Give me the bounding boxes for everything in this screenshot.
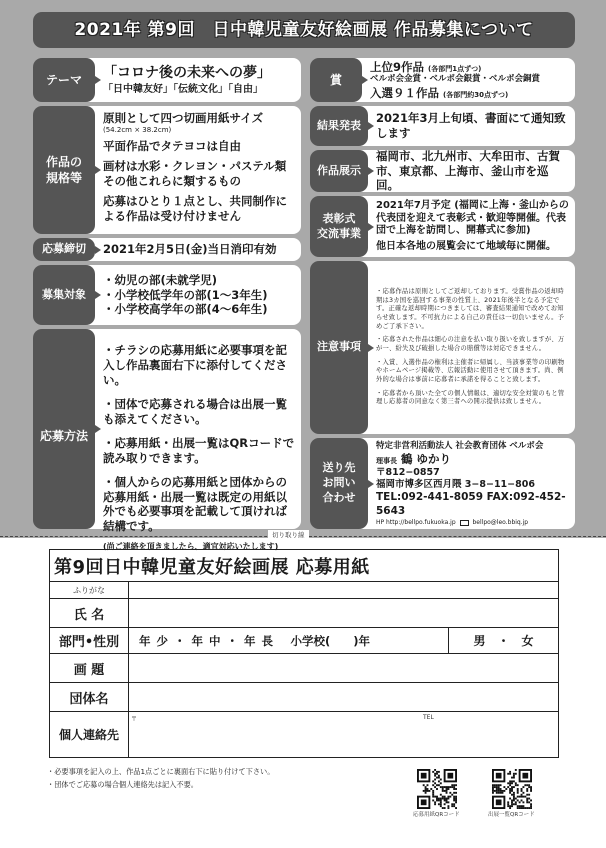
list-item: ・個人からの応募用紙と団体からの応募用紙・出展一覧は既定の用紙以外でも必要事項を記載して頂ければ結構です。 [103,474,287,534]
list-item: ・チラシの応募用紙に必要事項を記入し作品裏面右下に添付してください。 [103,343,287,387]
section-label: テーマ [33,58,95,102]
tel-mark: TEL [423,714,434,721]
contact-homepage[interactable]: HP http://bellpo.fukuoka.jp [376,519,456,527]
section-label: 募集対象 [33,265,95,325]
theme-main: 「コロナ後の未来への夢」 [103,65,271,82]
form-note: ・必要事項を記入の上、作品1点ごとに裏面右下に貼り付けて下さい。 [47,767,275,776]
name-label: 氏 名 [50,599,129,628]
cut-line-label: 切り取り線 [268,530,309,539]
section-label: 送り先 お問い 合わせ [310,438,368,529]
qr-code-exhibit-list-icon[interactable] [492,769,532,809]
note-item: ・応募された作品は細心の注意を払い取り扱いを致しますが、万が一、紛失及び破損した場合の賠償等は対応できません。 [376,336,565,352]
method-note: (尚ご連絡を頂きましたら、適宜対応いたします) [103,542,279,552]
note-item: ・応募者から頂いた全ての個人情報は、適切な安全対策のもと管理し応募者の同意なく第三者への開示提供は致しません。 [376,389,565,406]
artwork-title-label: 画 題 [50,654,129,683]
prize-selected: 入選９１作品 [370,85,439,100]
qr-caption: 応募用紙QRコード [413,812,460,818]
section-result [310,106,575,146]
ceremony-value: 2021年7月予定 (福岡に上海・釜山からの代表団を迎えて表彰式・歓迎等開催。代表団で上海を訪問し、開幕式に参加) [376,200,569,237]
furigana-label: ふりがな [50,582,129,599]
prize-selected-note: (各部門約30点ずつ) [443,90,509,99]
contact-fax: 092-452-5643 [376,491,566,517]
list-item: ・小学校低学年の部(1〜3年生) [103,287,268,302]
spec-size-note: (54.2cm × 38.2cm) [103,125,172,134]
contact-postal: 〒812−0857 [376,466,440,478]
section-theme [33,58,301,102]
section-contact [310,438,575,529]
section-label: 作品展示 [310,150,368,192]
gender-options[interactable]: 男 ・ 女 [449,628,559,654]
section-deadline [33,238,301,261]
spec-orientation: 平面作品でタテヨコは自由 [103,138,241,153]
ceremony-extra: 他日本各地の展覧会にて地域毎に開催。 [376,240,556,252]
prize-top-note: (各部門1点ずつ) [428,64,482,73]
contact-email[interactable]: bellpo@leo.bbiq.jp [472,519,529,527]
group-name-label: 団体名 [50,683,129,712]
contact-label: 個人連絡先 [50,712,129,758]
section-notes [310,261,575,434]
list-item: ・団体で応募される場合は出展一覧も添えてください。 [103,396,287,426]
section-label: 表彰式 交流事業 [310,196,368,257]
section-ceremony [310,196,575,257]
section-target [33,265,301,325]
list-item: ・幼児の部(未就学児) [103,272,218,287]
page-title: 2021年 第9回 日中韓児童友好絵画展 作品募集について [33,12,575,48]
list-item: ・小学校高学年の部(4〜6年生) [103,302,268,317]
contact-field[interactable] [129,712,559,758]
note-item: ・応募作品は原則としてご返却しております。受賞作品の返却時期は3カ国を巡回する事業の性質上、2021年後半となる予定です。正確な返却時期につきましては、審査結果通知で改めてお知らせ致します。不可抗力による自己の責任は一切負いません。予めご了承下さい。 [376,287,565,330]
result-value: 2021年3月上旬頃、書面にて通知致します [376,111,566,140]
group-name-field[interactable] [129,683,559,712]
contact-org: 特定非営利活動法人 社会教育団体 ベルポ会 [376,440,544,451]
dept-label: 部門•性別 [50,628,129,654]
list-item: ・応募用紙・出展一覧はQRコードで読み取りできます。 [103,435,295,465]
tel-label: TEL: [376,491,402,504]
contact-tel: 092-441-8059 [401,491,484,504]
artwork-title-field[interactable] [129,654,559,683]
furigana-field[interactable] [129,582,559,599]
form-notes [47,766,274,791]
prize-awards: ベルポ会金賞・ベルポ会銀賞・ベルポ会銅賞 [370,74,541,85]
section-exhibit [310,150,575,192]
dept-options[interactable]: 年 少 ・ 年 中 ・ 年 長 小学校( )年 [129,628,449,654]
section-label: 作品の 規格等 [33,106,95,234]
section-prize [310,58,575,102]
section-label: 応募締切 [33,238,95,261]
spec-material: 画材は水彩・クレヨン・パステル類その他これらに類するもの [103,158,287,188]
section-label: 賞 [310,58,362,102]
contact-chair-title: 理事長 [376,456,397,465]
fax-label: FAX: [486,491,514,504]
deadline-value: 2021年2月5日(金)当日消印有効 [103,242,277,257]
qr-code-application-icon[interactable] [417,769,457,809]
exhibit-value: 福岡市、北九州市、大牟田市、古賀市、東京都、上海市、釜山市を巡回。 [376,148,560,193]
note-item: ・入賞、入選作品の権利は主催者に帰属し、当該事業等の印刷物やホームページ掲載等、広報活動に使用させて頂きます。尚、例外的な場合は事前に応募者に承諾を得ることと致します。 [376,358,565,384]
prize-top: 上位9作品 [370,59,425,74]
mail-icon [460,520,469,526]
postal-mark: 〒 [131,716,138,723]
contact-address: 福岡市博多区西月隈 3−8−11−806 [376,478,535,490]
form-title: 第9回日中韓児童友好絵画展 応募用紙 [50,550,559,582]
qr-caption: 出展一覧QRコード [488,812,535,818]
section-label: 応募方法 [33,329,95,529]
section-label: 結果発表 [310,106,368,146]
theme-sub: 「日中韓友好」「伝統文化」「自由」 [103,83,263,95]
section-label: 注意事項 [310,261,368,434]
spec-size: 原則として四つ切画用紙サイズ [103,111,264,125]
name-field[interactable] [129,599,559,628]
spec-limit: 応募はひとり１点とし、共同制作による作品は受け付けません [103,193,287,223]
application-form [49,549,559,758]
form-note: ・団体でご応募の場合個人連絡先は記入不要。 [47,779,198,789]
section-spec [33,106,301,234]
contact-chair-name: 鶴 ゆかり [401,451,452,466]
